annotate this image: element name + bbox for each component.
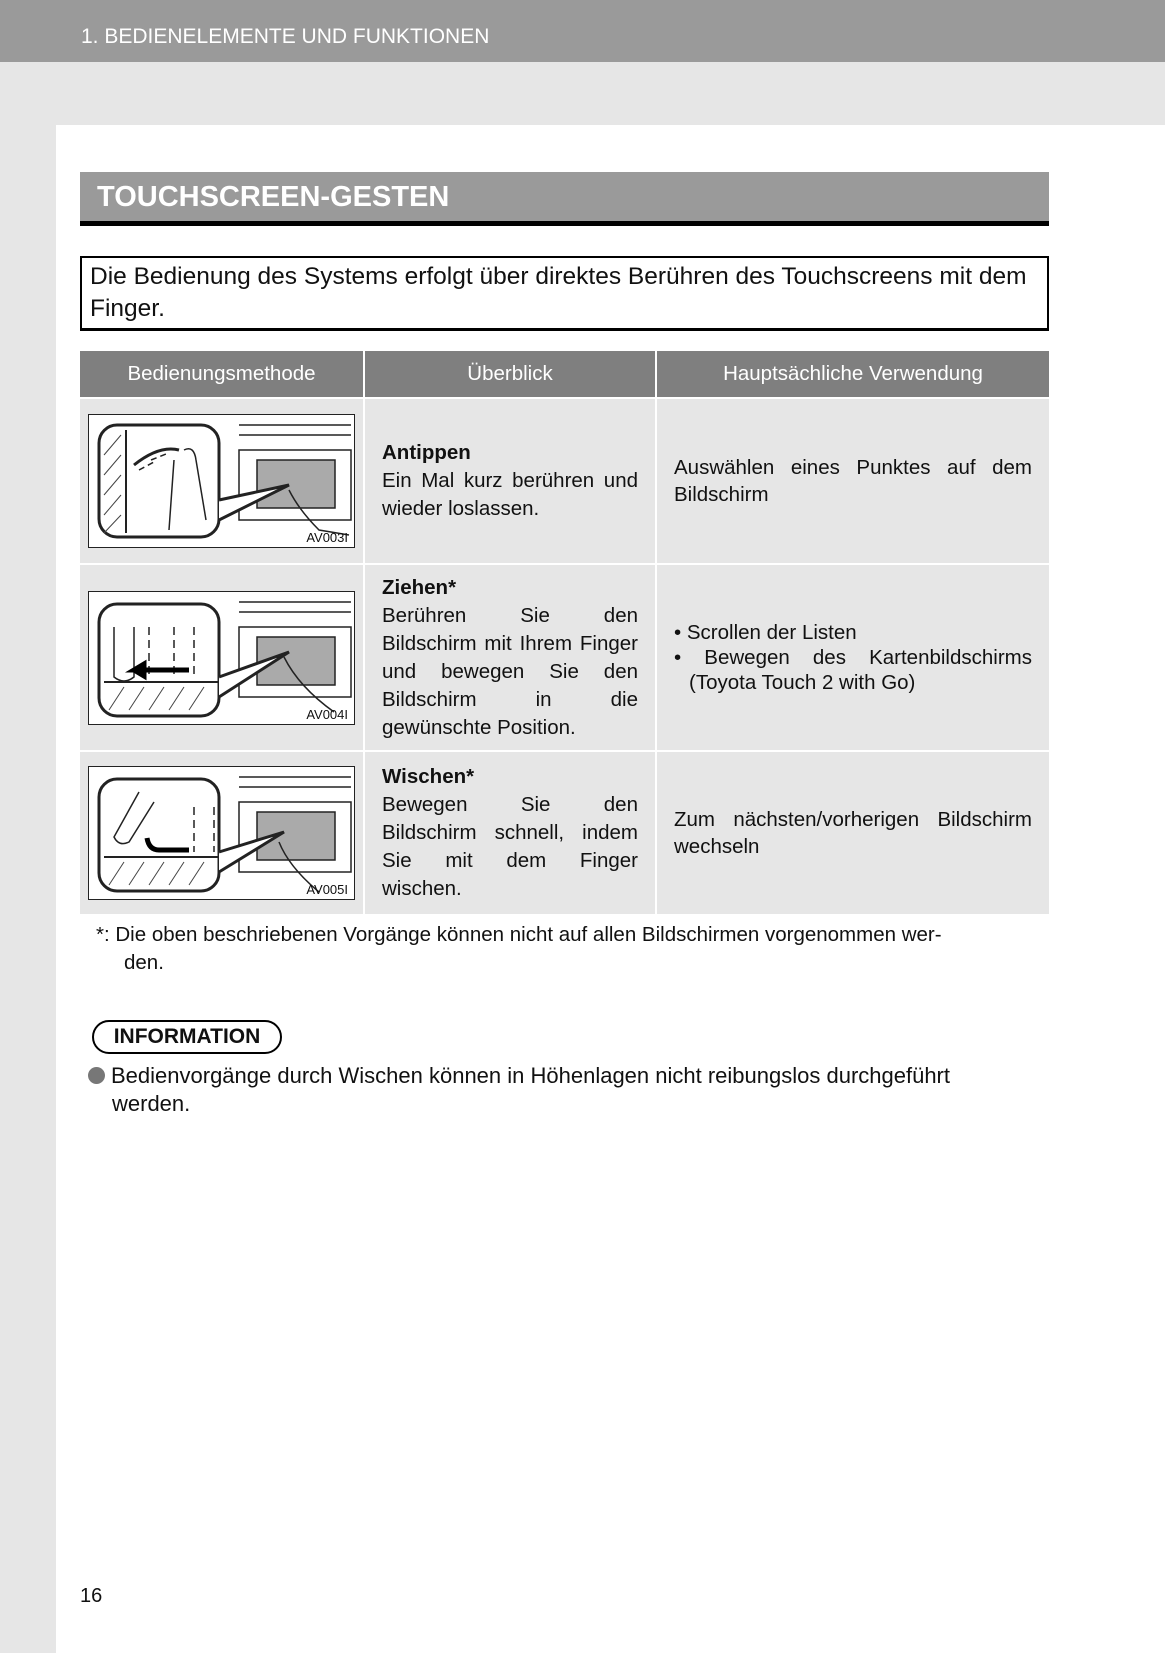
gesture-desc: Berühren Sie den Bildschirm mit Ihrem Finger und bewegen Sie den Bildschirm in die gewünschte Position.: [382, 603, 638, 739]
information-bullet: [88, 1062, 1038, 1118]
table-row: [80, 564, 1049, 751]
gesture-name: Wischen*: [382, 765, 475, 788]
page-number: 16: [80, 1585, 103, 1607]
section-title-bar: [80, 172, 1049, 226]
footnote: [96, 921, 1036, 977]
image-code: AV004I: [306, 706, 348, 722]
col-header: Überblick: [364, 351, 656, 398]
drag-illustration: [88, 591, 355, 725]
usage-item: • Bewegen des Kartenbildschirms (Toyota Touch 2 with Go): [674, 646, 1032, 694]
footnote-line: *: Die oben beschriebenen Vorgänge können nicht auf allen Bildschirmen vorgenommen wer-: [96, 923, 942, 946]
drag-gesture-icon: [89, 592, 356, 726]
table-row: [80, 398, 1049, 564]
col-header: Hauptsächliche Verwendung: [656, 351, 1049, 398]
bullet-text: werden.: [112, 1091, 191, 1116]
gesture-table: [80, 351, 1049, 914]
bullet-icon: [88, 1067, 105, 1084]
image-code: AV003I: [306, 530, 348, 545]
col-header: Bedienungsmethode: [80, 351, 364, 398]
gesture-name: Antippen: [382, 441, 471, 464]
chapter-header: [0, 0, 1165, 62]
tap-gesture-icon: [89, 415, 356, 549]
bullet-text: Bedienvorgänge durch Wischen können in Höhenlagen nicht reibungslos durchgeführt: [111, 1063, 950, 1088]
gesture-desc: Bewegen Sie den Bildschirm schnell, indem Sie mit dem Finger wischen.: [382, 793, 638, 900]
table-header-row: [80, 351, 1049, 398]
information-label: INFORMATION: [92, 1020, 282, 1054]
section-title: TOUCHSCREEN-GESTEN: [97, 181, 450, 213]
chapter-title: 1. BEDIENELEMENTE UND FUNKTIONEN: [81, 25, 490, 48]
usage-text: Auswählen eines Punktes auf dem Bildschirm: [674, 456, 1032, 506]
usage-text: Zum nächsten/vorherigen Bildschirm wechseln: [674, 808, 1032, 858]
tap-illustration: [88, 414, 355, 548]
usage-item: • Scrollen der Listen: [674, 621, 857, 644]
footnote-line: den.: [124, 951, 164, 974]
gesture-desc: Ein Mal kurz berühren und wieder loslassen.: [382, 469, 638, 520]
flick-gesture-icon: [89, 767, 356, 901]
table-row: [80, 751, 1049, 914]
image-code: AV005I: [306, 882, 348, 897]
intro-box: Die Bedienung des Systems erfolgt über direktes Berühren des Touchscreens mit dem Finger.: [80, 256, 1049, 331]
flick-illustration: [88, 766, 355, 900]
gesture-name: Ziehen*: [382, 575, 457, 599]
